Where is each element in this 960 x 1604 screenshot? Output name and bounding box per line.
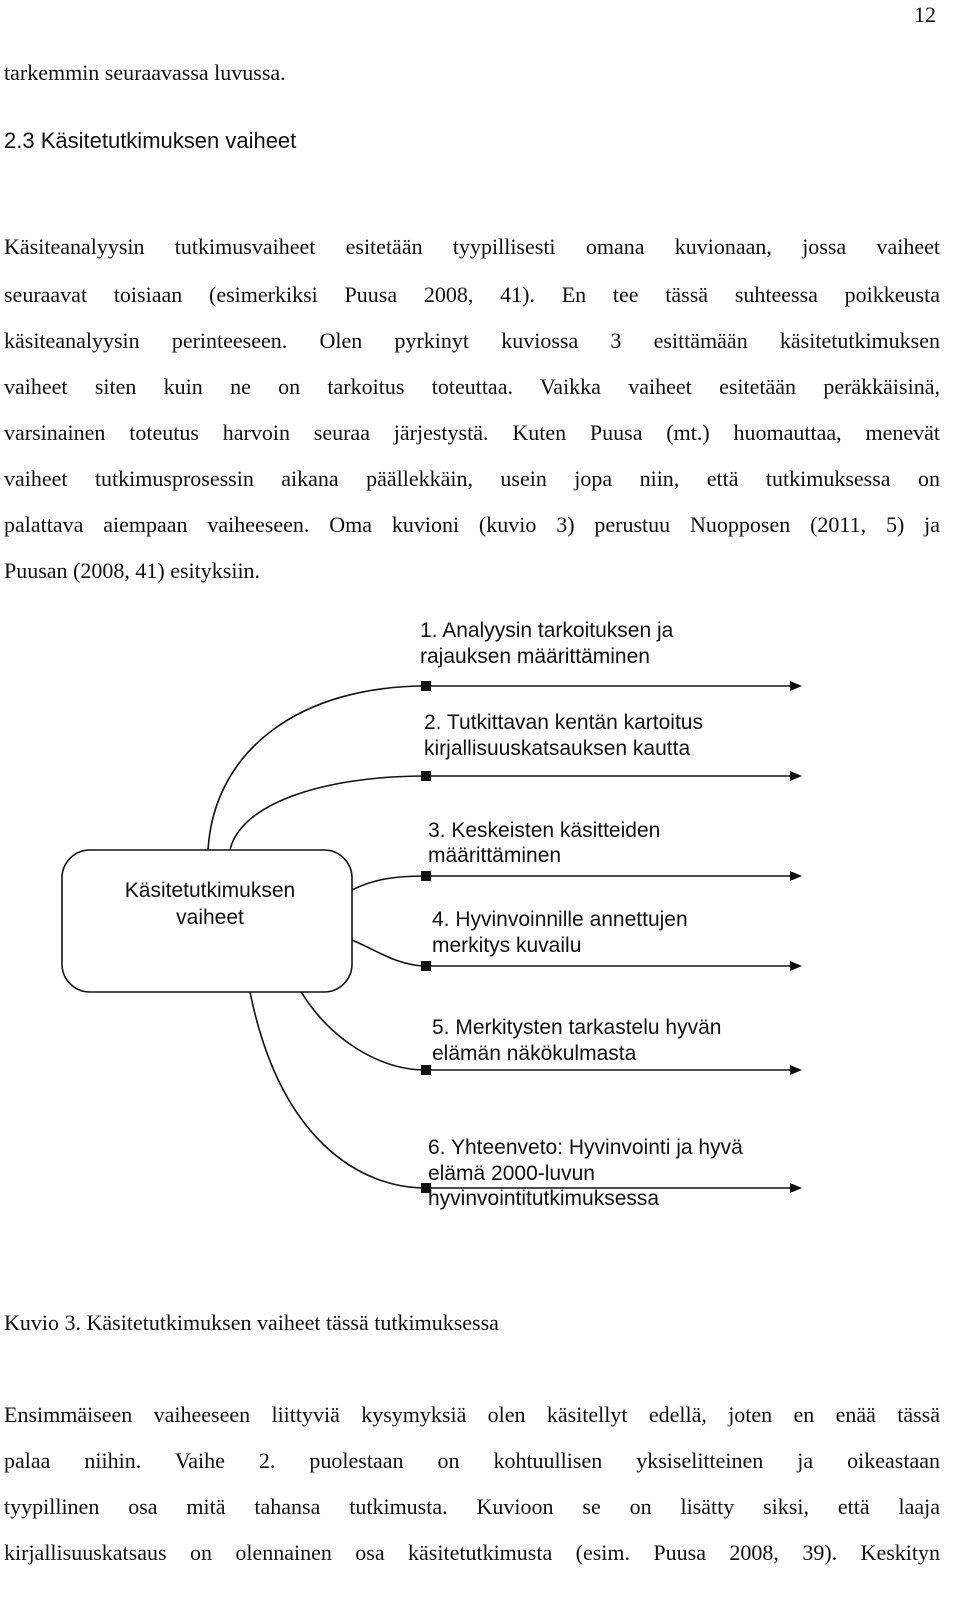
paragraph-line: vaiheet tutkimusprosessin aikana päällekkäin, usein jopa niin, että tutkimuksessa on [4, 466, 940, 491]
intro-line: tarkemmin seuraavassa luvussa. [4, 60, 286, 85]
square-marker-step-1 [421, 681, 431, 691]
paragraph-line: seuraavat toisiaan (esimerkiksi Puusa 2008, 41). En tee tässä suhteessa poikkeusta [4, 282, 940, 307]
step-2-line: kirjallisuuskatsauksen kautta [424, 737, 691, 760]
step-5-line: 5. Merkitysten tarkastelu hyvän [432, 1016, 722, 1039]
step-5-line: elämän näkökulmasta [432, 1042, 637, 1065]
step-1-line: 1. Analyysin tarkoituksen ja [420, 619, 674, 642]
step-2-line: 2. Tutkittavan kentän kartoitus [424, 711, 703, 734]
step-3-line: 3. Keskeisten käsitteiden [428, 819, 661, 842]
figure-caption: Kuvio 3. Käsitetutkimuksen vaiheet tässä tutkimuksessa [4, 1310, 499, 1335]
paragraph-line: varsinainen toteutus harvoin seuraa järjestystä. Kuten Puusa (mt.) huomauttaa, menevät [4, 420, 940, 445]
center-label-line: vaiheet [176, 906, 244, 929]
step-4-line: merkitys kuvailu [432, 934, 582, 957]
paragraph-line: palaa niihin. Vaihe 2. puolestaan on kohtuullisen yksiselitteinen ja oikeastaan [4, 1448, 940, 1473]
paragraph-line: Puusan (2008, 41) esityksiin. [4, 558, 261, 583]
step-6-line: 6. Yhteenveto: Hyvinvointi ja hyvä [428, 1136, 743, 1159]
step-6-line: hyvinvointitutkimuksessa [428, 1187, 660, 1210]
paragraph-line: kirjallisuuskatsaus on olennainen osa käsitetutkimusta (esim. Puusa 2008, 39). Keskityn [4, 1540, 940, 1565]
paragraph-line: vaiheet siten kuin ne on tarkoitus toteuttaa. Vaikka vaiheet esitetään peräkkäisinä, [4, 374, 940, 399]
paragraph-line: Ensimmäiseen vaiheeseen liittyviä kysymyksiä olen käsitellyt edellä, joten en enää tässä [4, 1402, 940, 1427]
step-3-line: määrittäminen [428, 844, 562, 867]
step-1-line: rajauksen määrittäminen [420, 645, 650, 668]
connector-step-2 [230, 776, 426, 850]
page-number: 12 [914, 2, 936, 27]
step-4-line: 4. Hyvinvoinnille annettujen [432, 908, 688, 931]
paragraph-line: käsiteanalyysin perinteeseen. Olen pyrkinyt kuviossa 3 esittämään käsitetutkimuksen [4, 328, 940, 353]
step-6-line: elämä 2000-luvun [428, 1162, 595, 1185]
connector-step-5 [300, 990, 426, 1070]
square-marker-step-2 [421, 771, 431, 781]
connector-step-6 [250, 992, 426, 1188]
paragraph-line: palattava aiempaan vaiheeseen. Oma kuvioni (kuvio 3) perustuu Nuopposen (2011, 5) ja [4, 512, 940, 537]
connector-step-4 [352, 940, 426, 966]
section-heading: 2.3 Käsitetutkimuksen vaiheet [4, 128, 297, 153]
square-marker-step-4 [421, 961, 431, 971]
center-label-line: Käsitetutkimuksen [124, 879, 296, 902]
paragraph-line: tyypillinen osa mitä tahansa tutkimusta. Kuvioon se on lisätty siksi, että laaja [4, 1494, 940, 1519]
connector-step-3 [352, 876, 426, 890]
square-marker-step-3 [421, 871, 431, 881]
square-marker-step-5 [421, 1065, 431, 1075]
process-diagram [0, 600, 960, 1280]
connector-step-1 [208, 686, 426, 850]
paragraph-line: Käsiteanalyysin tutkimusvaiheet esitetään tyypillisesti omana kuvionaan, jossa vaiheet [4, 234, 940, 259]
